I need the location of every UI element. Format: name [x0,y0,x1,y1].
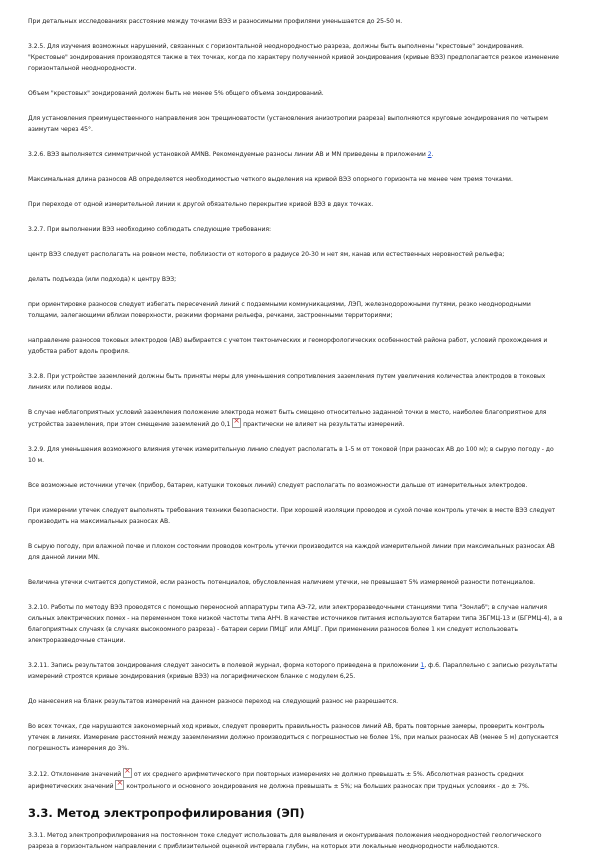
paragraph-3-2-6-text: 3.2.6. ВЭЗ выполняется симметричной установкой АМNВ. Рекомендуемые разносы линии АВ и МN приведены в приложении [28,151,428,158]
paragraph-cross-volume: Объем "крестовых" зондирований должен быть не менее 5% общего объема зондирований. [28,90,324,97]
broken-image-icon [123,768,132,778]
appendix-2-link[interactable]: 2 [427,151,432,158]
broken-image-icon [115,780,124,790]
section-heading-3-3: 3.3. Метод электропрофилирования (ЭП) [28,806,305,820]
paragraph-orientation: при ориентировке разносов следует избегать пересечений линий с подземными коммуникациями, ЛЭП, железнодорожными путями, резко неоднородными толщами, залегающими вблизи поверхности, резкими формами рельефа, речками, застроенными территориями; [28,301,531,319]
paragraph-3-2-12-text: 3.2.12. Отклонение значений [28,771,124,778]
paragraph-3-2-9: 3.2.9. Для уменьшения возможного влияния утечек измерительную линию следует располагать в 1-5 м от токовой (при разносах АВ до 100 м); в сырую погоду - до 10 м. [28,446,554,464]
paragraph-3-2-8: 3.2.8. При устройстве заземлений должны быть приняты меры для уменьшения сопротивления заземления путем увеличения количества электродов в токовых линиях или поливов воды. [28,373,546,391]
paragraph-direction: направление разносов токовых электродов (АВ) выбирается с учетом тектонических и геоморфологических особенностей района работ, условий прохождения и удобства работ вдоль профиля. [28,337,548,355]
paragraph-wet-weather: В сырую погоду, при влажной почве и плохом состоянии проводов контроль утечки производится на каждой измерительной линии при максимальных разносах АВ для данной линии МN. [28,543,555,561]
paragraph-3-3-1: 3.3.1. Метод электропрофилирования на постоянном токе следует использовать для выявления и оконтуривания положения неоднородностей геологического разреза в горизонтальном направлении с приблизительной оценкой интервала глубин, на которых эти локальные неоднородности наблюдаются. [28,832,542,850]
paragraph-leak-measurement: При измерении утечек следует выполнять требования техники безопасности. При хорошей изоляции проводов и сухой почве контроль утечек в месте ВЭЗ следует производить на максимальных разносах АВ. [28,507,556,525]
paragraph-electrode-shift-end: практически не влияет на результаты измерений. [241,421,405,428]
paragraph-3-2-6-end: . [431,151,434,158]
paragraph-3-2-11-end: , ф.6. Параллельно с записью результаты измерений строятся кривые зондирования (кривые ВЭЗ) на логарифмическом бланке с модулем 6,25. [28,662,558,680]
paragraph-overlap: При переходе от одной измерительной линии к другой обязательно перекрытие кривой ВЭЗ в двух точках. [28,201,374,208]
paragraph-3-2-12-mid: от их среднего арифметического при повторных измерениях не должно превышать ± 5%. Абсолютная разность средних арифметических значений [28,771,524,790]
paragraph-3-2-5: 3.2.5. Для изучения возможных нарушений, связанных с горизонтальной неоднородностью разреза, должны быть выполнены "крестовые" зондирования. "Крестовые" зондирования производятся также в тех точках, когда по характеру полученной кривой зондирования (кривые ВЭЗ) предполагается резкое изменение горизонтальной неоднородности. [28,43,559,72]
paragraph-leak-tolerance: Величина утечки считается допустимой, если разность потенциалов, обусловленная наличием утечки, не превышает 5% измеряемой разности потенциалов. [28,579,535,586]
paragraph-3-2-10: 3.2.10. Работы по методу ВЭЗ проводятся с помощью переносной аппаратуры типа АЭ-72, или электроразведочными станциями типа "Зонлаб"; в случае наличия сильных электрических помех - на переменном токе низкой частоты типа АНЧ. В качестве источников питания используются батареи типа 3БГМЦ-13 и (БГРМЦ-4), а в благоприятных случаях (в случаях высокоомного разреза) - батареи серии ПМЦГ или АМЦГ. При применении разносов более 1 км следует использовать электроразведочные станции. [28,604,563,644]
paragraph-access: делать подъезда (или подхода) к центру ВЭЗ; [28,276,177,283]
paragraph-circular-soundings: Для установления преимущественного направления зон трещиноватости (установления анизотропии разреза) выполняются круговые зондирования по четырем азимутам через 45°. [28,115,548,133]
paragraph-3-2-11-text: 3.2.11. Запись результатов зондирования следует заносить в полевой журнал, форма которого приведена в приложении [28,662,421,669]
paragraph-3-2-11 [28,660,563,682]
paragraph-3-2-6 [28,149,563,160]
paragraph-verification: Во всех точках, где нарушаются закономерный ход кривых, следует проверить правильность разносов линий АВ, брать повторные замеры, проверить контроль утечек в линиях. Измерение расстояний между заземлениями должно производиться с погрешностью не более 1%, при малых разносах АВ (менее 5 м) допускается погрешность измерения до 3%. [28,723,559,752]
paragraph-max-length: Максимальная длина разносов АВ определяется необходимостью четкого выделения на кривой ВЭЗ опорного горизонта не менее чем тремя точками. [28,176,513,183]
broken-image-icon [232,418,241,428]
paragraph-3-2-12 [28,768,563,792]
paragraph-3-2-12-end: контрольного и основного зондирования не должна превышать ± 5%; на больших разносах при трудных условиях - до ± 7%. [124,783,530,790]
paragraph-electrode-shift-text: В случае неблагоприятных условий заземления положение электрода может быть смещено относительно заданной точки в место, наиболее благоприятное для устройства заземления, при этом смещение заземлений до 0,1 [28,409,547,428]
paragraph-plotting-rule: До нанесения на бланк результатов измерений на данном разносе переход на следующий разнос не разрешается. [28,698,398,705]
paragraph-3-2-7: 3.2.7. При выполнении ВЭЗ необходимо соблюдать следующие требования: [28,226,272,233]
paragraph-leakage-intro: При детальных исследованиях расстояние между точками ВЭЗ и разносимыми профилями уменьшается до 25-50 м. [28,18,403,25]
paragraph-electrode-shift [28,407,563,430]
paragraph-leak-sources: Все возможные источники утечек (прибор, батареи, катушки токовых линий) следует располагать по возможности дальше от измерительных электродов. [28,482,528,489]
appendix-1-link[interactable]: 1 [420,662,425,669]
paragraph-center-placement: центр ВЭЗ следует располагать на ровном месте, поблизости от которого в радиусе 20-30 м нет ям, канав или естественных неровностей рельефа; [28,251,505,258]
